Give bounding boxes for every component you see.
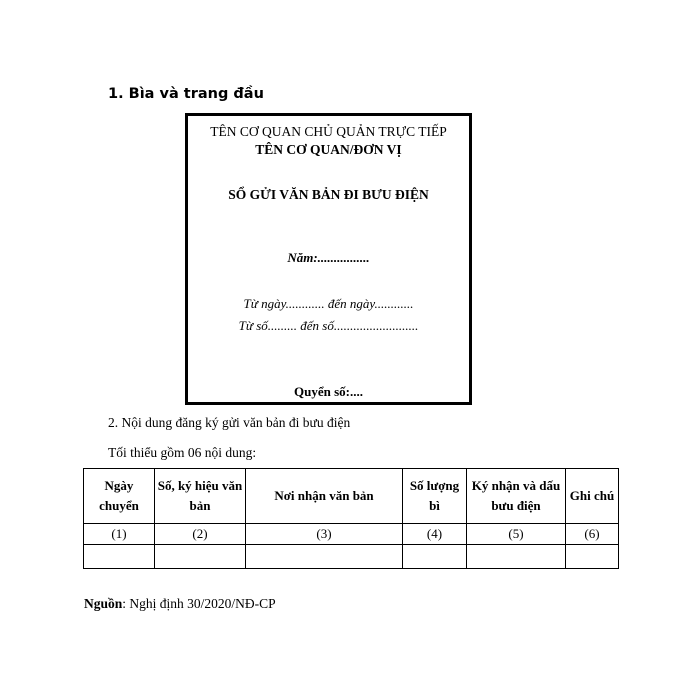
date-range-line: Từ ngày............ đến ngày............ [243,296,414,311]
empty-cell [403,545,467,569]
header-cell: Nơi nhận văn bản [246,469,403,524]
book-cover [185,113,472,405]
column-number-cell: (3) [246,524,403,545]
table-empty-row [84,545,619,569]
parent-agency-name: TÊN CƠ QUAN CHỦ QUẢN TRỰC TIẾP [210,124,447,139]
number-range-line: Từ số......... đến số.......................... [238,318,419,333]
column-number-cell: (6) [566,524,619,545]
year-line: Năm:................ [287,250,370,265]
volume-number: Quyển số:.... [294,384,363,399]
section-2-heading: 2. Nội dung đăng ký gửi văn bản đi bưu điện [108,415,351,430]
registration-table [83,468,619,569]
empty-cell [467,545,566,569]
intro-text: Tối thiểu gồm 06 nội dung: [108,445,257,460]
header-cell: Ghi chú [566,469,619,524]
empty-cell [566,545,619,569]
table-header-row [84,469,619,524]
empty-cell [155,545,246,569]
source-note [84,596,276,612]
source-text: : Nghị định 30/2020/NĐ-CP [122,596,276,611]
empty-cell [246,545,403,569]
book-title: SỔ GỬI VĂN BẢN ĐI BƯU ĐIỆN [228,187,429,202]
column-number-cell: (2) [155,524,246,545]
header-cell: Ngày chuyển [84,469,155,524]
source-label: Nguồn [84,596,123,611]
column-number-cell: (5) [467,524,566,545]
header-cell: Số, ký hiệu văn bản [155,469,246,524]
table-number-row [84,524,619,545]
empty-cell [84,545,155,569]
section-1-heading: 1. Bìa và trang đầu [108,86,264,102]
column-number-cell: (4) [403,524,467,545]
column-number-cell: (1) [84,524,155,545]
header-cell: Ký nhận và dấu bưu điện [467,469,566,524]
header-cell: Số lượng bì [403,469,467,524]
agency-name: TÊN CƠ QUAN/ĐƠN VỊ [255,142,402,157]
